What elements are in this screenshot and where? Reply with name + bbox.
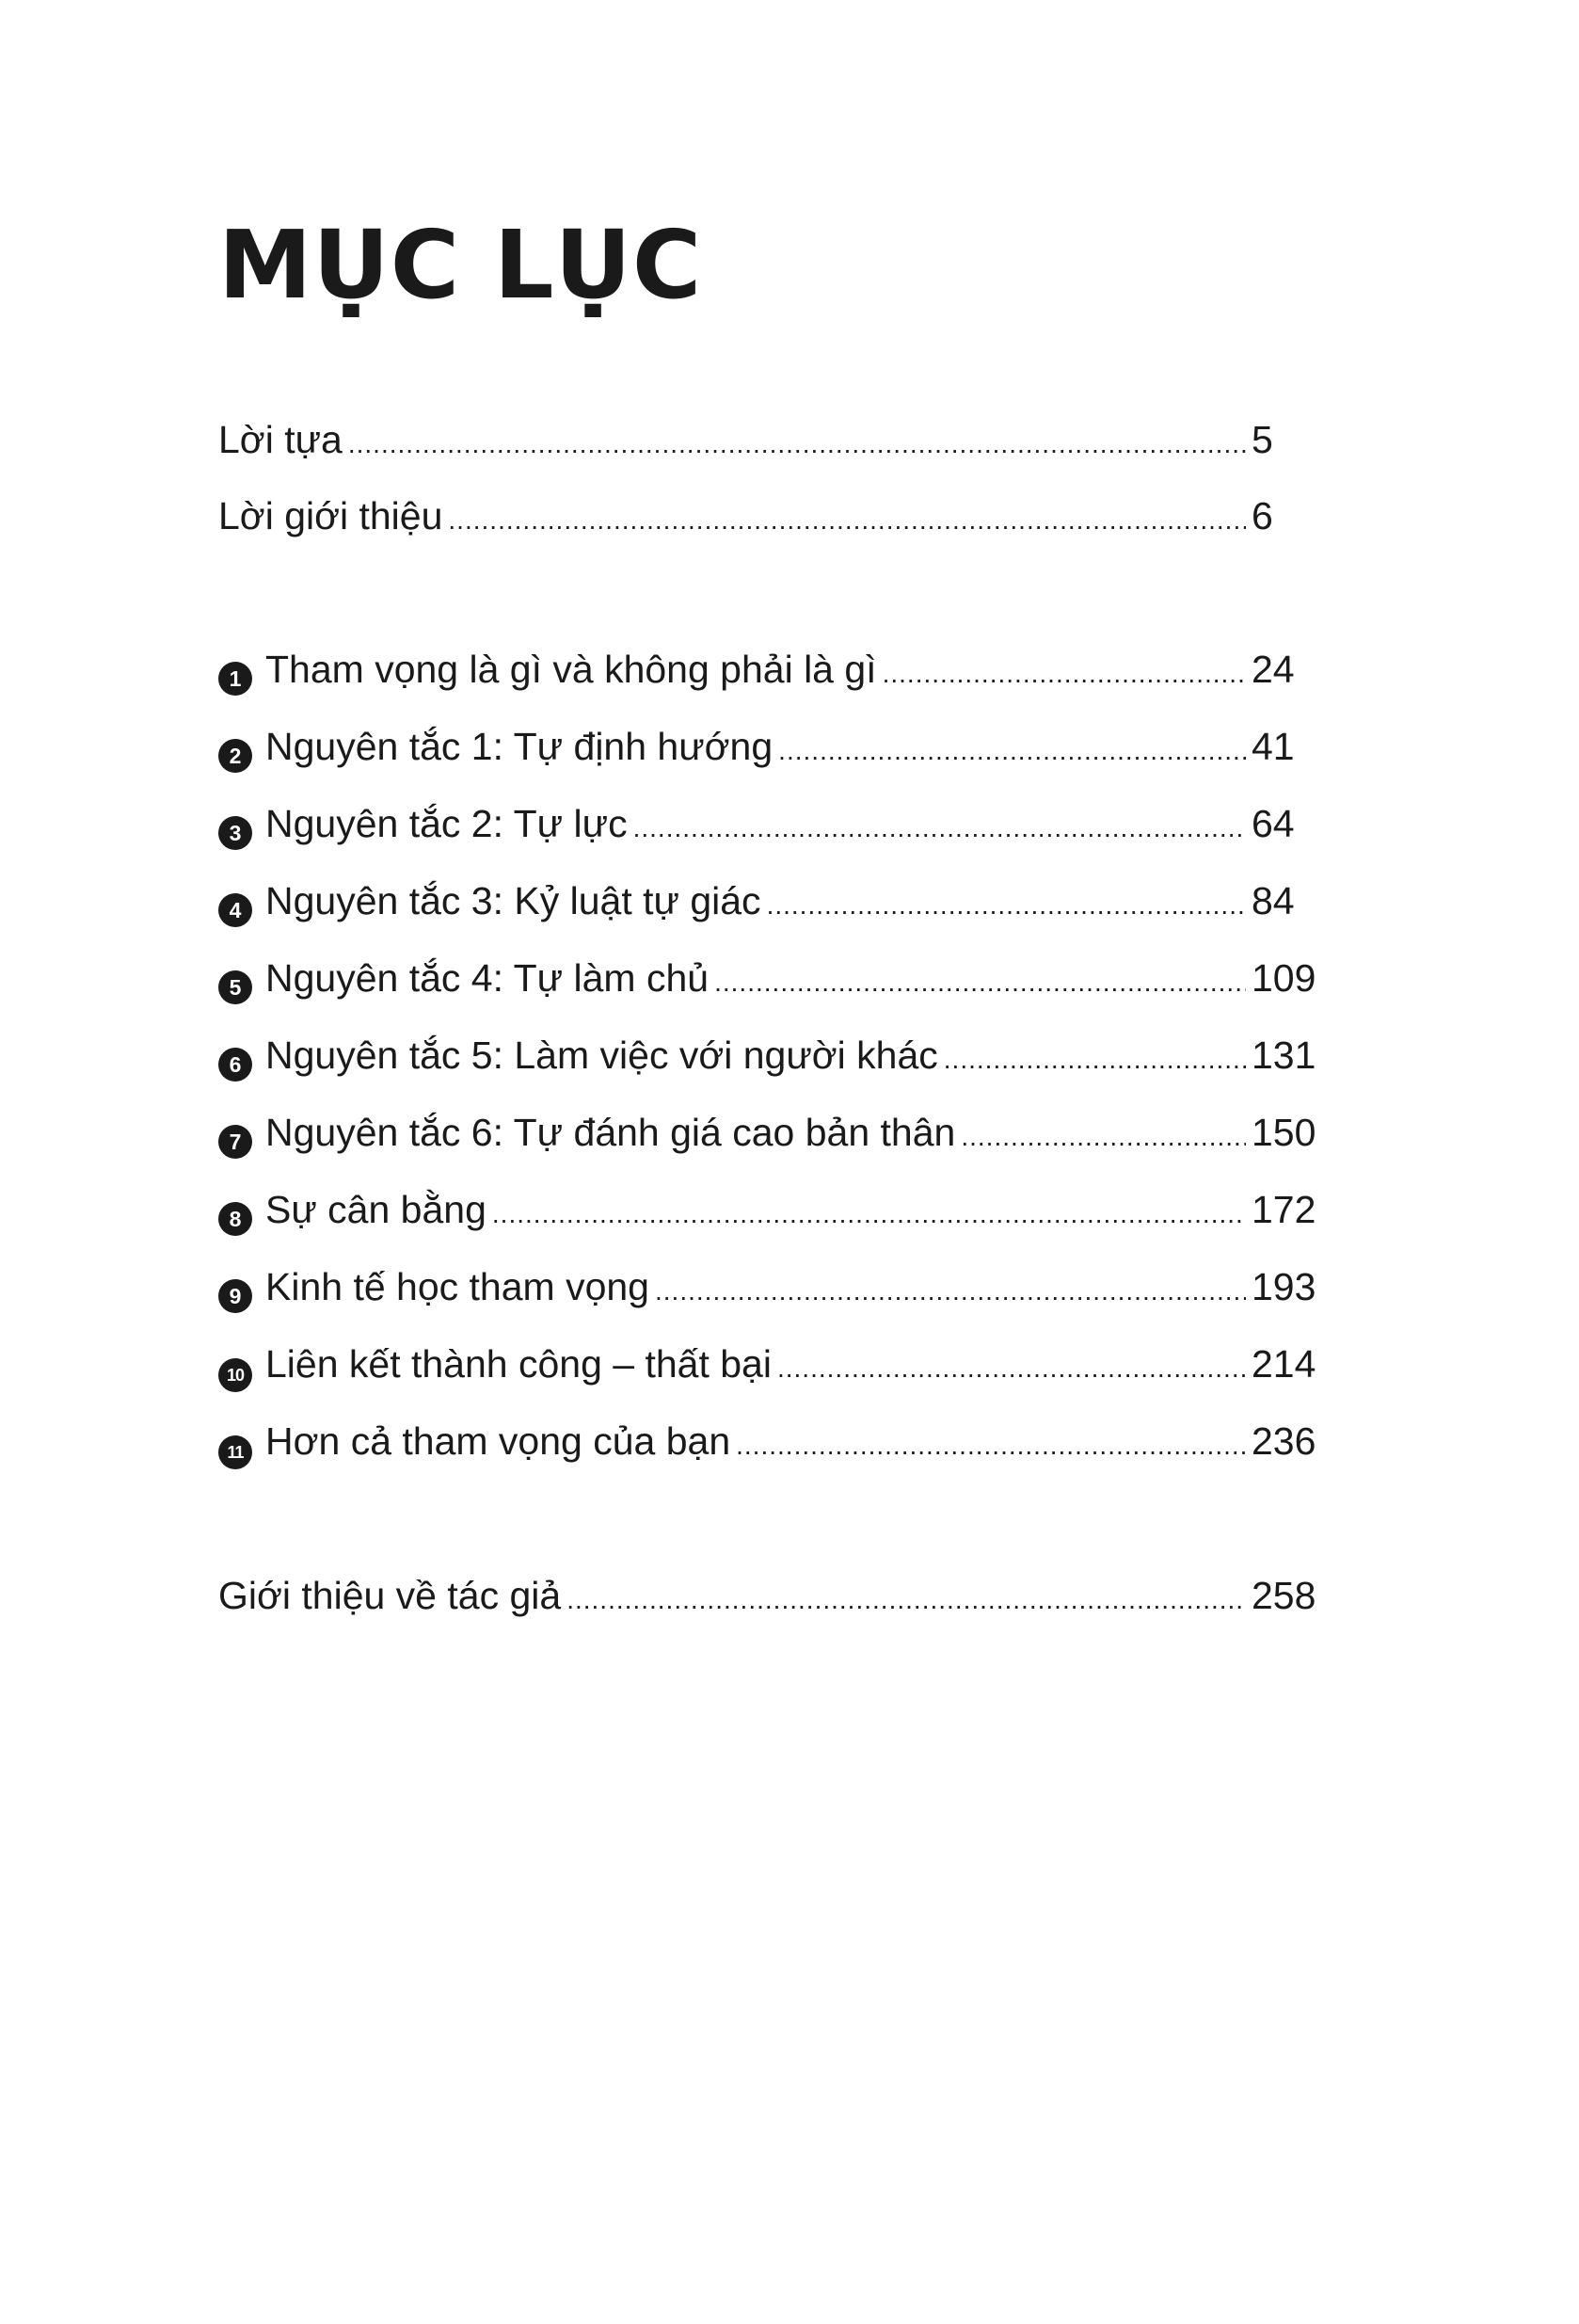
chapter-number-badge: 9 [218, 1279, 252, 1313]
dot-leader [777, 1340, 1246, 1397]
toc-page-number: 236 [1252, 1419, 1316, 1463]
toc-page-number: 150 [1252, 1111, 1316, 1154]
toc-page-number: 6 [1252, 494, 1273, 537]
dot-leader [633, 800, 1246, 857]
toc-entry-label: Nguyên tắc 1: Tự định hướng [265, 725, 774, 768]
chapter-number-badge: 7 [218, 1125, 252, 1159]
toc-entry-about-author[interactable] [218, 1567, 1336, 1624]
dot-leader [714, 954, 1246, 1011]
toc-entry-label: Nguyên tắc 5: Làm việc với người khác [265, 1034, 938, 1077]
toc-entry-chapter-6[interactable] [218, 1027, 1336, 1083]
dot-leader [448, 492, 1246, 549]
toc-entry-label: Giới thiệu về tác giả [218, 1574, 562, 1617]
toc-entry-chapter-11[interactable] [218, 1413, 1336, 1469]
toc-entry-label: Nguyên tắc 4: Tự làm chủ [265, 956, 710, 1000]
chapter-number-badge: 2 [218, 739, 252, 773]
chapter-number-badge: 6 [218, 1048, 252, 1082]
toc-page-number: 24 [1252, 648, 1295, 691]
page-title: MỤC LỤC [218, 210, 703, 320]
chapter-number-badge: 8 [218, 1202, 252, 1236]
toc-entry-label: Nguyên tắc 2: Tự lực [265, 802, 628, 845]
dot-leader [883, 646, 1246, 702]
dot-leader [778, 723, 1246, 779]
dot-leader [767, 877, 1246, 934]
dot-leader [655, 1263, 1246, 1320]
toc-page-number: 5 [1252, 418, 1273, 461]
toc-page-number: 41 [1252, 725, 1295, 768]
dot-leader [566, 1572, 1246, 1628]
chapter-number-badge: 5 [218, 970, 252, 1004]
toc-entry-label: Hơn cả tham vọng của bạn [265, 1419, 731, 1463]
toc-entry-chapter-4[interactable] [218, 873, 1336, 929]
toc-entry-label: Liên kết thành công – thất bại [265, 1342, 772, 1386]
chapter-number-badge: 10 [218, 1358, 252, 1392]
dot-leader [736, 1418, 1246, 1474]
toc-entry-chapter-7[interactable] [218, 1104, 1336, 1161]
toc-page-number: 214 [1252, 1342, 1316, 1386]
dot-leader [348, 416, 1246, 473]
toc-entry-chapter-1[interactable] [218, 641, 1336, 697]
toc-page-number: 84 [1252, 879, 1295, 922]
toc-entry-introduction[interactable] [218, 488, 1336, 544]
toc-entry-label: Nguyên tắc 3: Kỷ luật tự giác [265, 879, 761, 922]
chapter-number-badge: 4 [218, 893, 252, 927]
toc-entry-label: Sự cân bằng [265, 1188, 486, 1231]
dot-leader [492, 1186, 1246, 1242]
toc-page-number: 172 [1252, 1188, 1316, 1231]
toc-entry-chapter-8[interactable] [218, 1181, 1336, 1238]
toc-entry-label: Tham vọng là gì và không phải là gì [265, 648, 877, 691]
toc-entry-chapter-3[interactable] [218, 795, 1336, 852]
dot-leader [944, 1032, 1246, 1088]
toc-page-number: 64 [1252, 802, 1295, 845]
toc-entry-label: Kinh tế học tham vọng [265, 1265, 649, 1308]
toc-entry-chapter-9[interactable] [218, 1258, 1336, 1315]
toc-page-number: 109 [1252, 956, 1316, 1000]
toc-entry-chapter-2[interactable] [218, 718, 1336, 775]
dot-leader [961, 1109, 1246, 1165]
chapter-number-badge: 3 [218, 816, 252, 850]
toc-entry-label: Lời giới thiệu [218, 494, 443, 537]
toc-page-number: 131 [1252, 1034, 1316, 1077]
chapter-number-badge: 11 [218, 1435, 252, 1469]
toc-entry-chapter-10[interactable] [218, 1336, 1336, 1392]
chapter-number-badge: 1 [218, 662, 252, 696]
toc-page-number: 258 [1252, 1574, 1316, 1617]
toc-entry-label: Lời tựa [218, 418, 343, 461]
toc-page-number: 193 [1252, 1265, 1316, 1308]
toc-entry-chapter-5[interactable] [218, 950, 1336, 1006]
toc-entry-preface[interactable] [218, 411, 1336, 468]
toc-entry-label: Nguyên tắc 6: Tự đánh giá cao bản thân [265, 1111, 956, 1154]
